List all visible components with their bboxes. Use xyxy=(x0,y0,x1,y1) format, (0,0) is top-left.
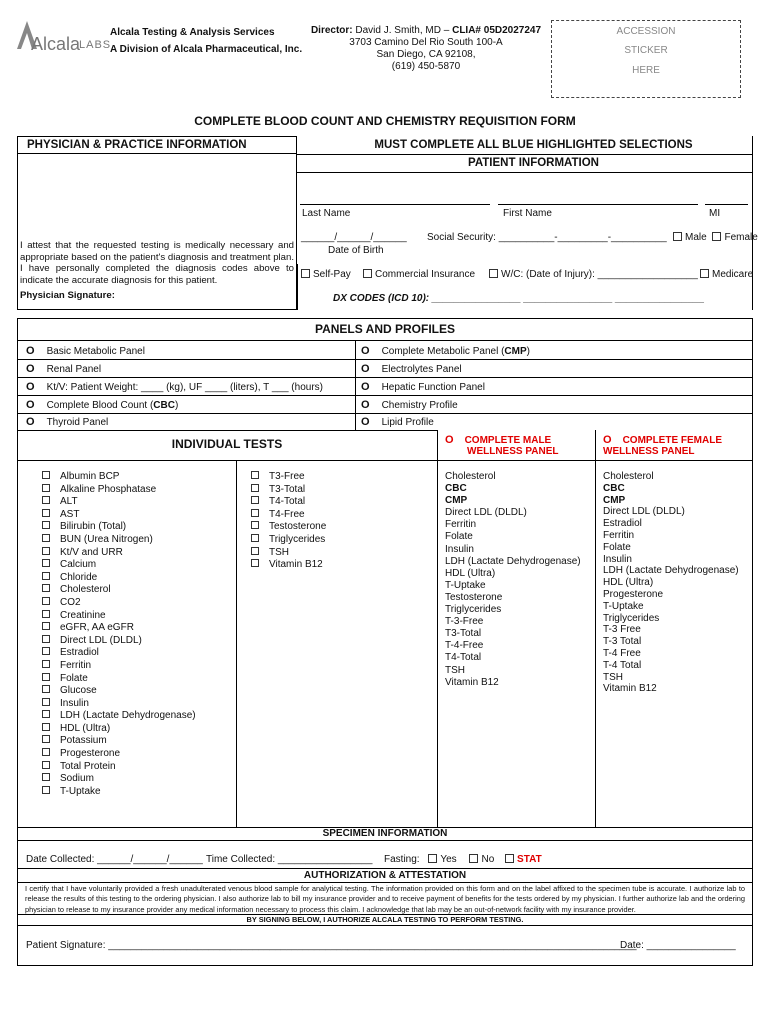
individual-tests-heading: INDIVIDUAL TESTS xyxy=(171,437,283,451)
panel-label: Renal Panel xyxy=(46,364,102,375)
list-item xyxy=(603,542,739,554)
checkbox-icon[interactable] xyxy=(42,547,50,555)
list-item xyxy=(603,518,739,530)
item-label: eGFR, AA eGFR xyxy=(60,622,134,634)
checkbox-icon[interactable] xyxy=(251,559,259,567)
test-checkbox-item[interactable] xyxy=(42,584,196,597)
male-wellness-list xyxy=(445,471,581,689)
item-label: Direct LDL (DLDL) xyxy=(445,507,527,519)
checkbox-icon[interactable] xyxy=(42,509,50,517)
mi-input[interactable] xyxy=(705,204,748,205)
patient-date-field[interactable]: Date: ________________ xyxy=(620,940,736,951)
item-label: T3-Total xyxy=(445,628,482,640)
test-checkbox-item[interactable] xyxy=(251,534,326,547)
accession-line-3: HERE xyxy=(632,65,660,76)
test-checkbox-item[interactable] xyxy=(42,572,196,585)
panel-label: Chemistry Profile xyxy=(381,400,458,411)
patient-info-heading: PATIENT INFORMATION xyxy=(468,157,599,169)
physician-info-field[interactable] xyxy=(18,154,296,236)
logo-text: Alcala xyxy=(31,34,81,54)
list-item xyxy=(445,580,581,592)
item-label: Creatinine xyxy=(60,609,106,621)
item-label: Albumin BCP xyxy=(60,471,120,482)
checkbox-icon[interactable] xyxy=(251,534,259,542)
list-item xyxy=(445,616,581,628)
accession-line-1: ACCESSION xyxy=(616,26,676,37)
first-name-label: First Name xyxy=(503,208,552,219)
item-label: Ferritin xyxy=(603,529,635,541)
test-checkbox-item[interactable] xyxy=(42,496,196,509)
item-label: CMP xyxy=(603,494,626,506)
last-name-input[interactable] xyxy=(300,204,490,205)
item-label: Kt/V and URR xyxy=(60,546,123,558)
radio-circle-icon: O xyxy=(361,416,370,428)
panel-hepatic[interactable] xyxy=(361,381,485,394)
workers-comp-label: W/C: (Date of Injury): __________________ xyxy=(501,269,698,280)
item-label: Triglycerides xyxy=(603,612,660,624)
logo-labs-text: LABS xyxy=(79,39,112,51)
test-checkbox-item[interactable] xyxy=(42,597,196,610)
checkbox-icon[interactable] xyxy=(42,660,50,668)
list-item xyxy=(603,601,739,613)
list-item xyxy=(603,577,739,589)
radio-circle-icon: O xyxy=(26,345,35,357)
item-label: Sodium xyxy=(60,773,94,785)
item-label: Folate xyxy=(445,531,473,543)
checkbox-icon[interactable] xyxy=(42,635,50,643)
checkbox-icon[interactable] xyxy=(42,521,50,529)
last-name-label: Last Name xyxy=(302,208,351,219)
cbc-abbrev: CBC xyxy=(153,400,175,411)
mi-label: MI xyxy=(709,208,721,219)
item-label: Bilirubin (Total) xyxy=(60,521,127,533)
item-label: Potassium xyxy=(60,735,107,747)
company-name: Alcala Testing & Analysis Services xyxy=(110,27,275,38)
director-name: David J. Smith, MD – xyxy=(352,25,453,36)
radio-circle-icon: O xyxy=(361,399,370,411)
test-checkbox-item[interactable] xyxy=(251,547,326,560)
panel-cbc[interactable]: O Complete Blood Count (CBC) xyxy=(26,399,179,411)
item-label: T3-Total xyxy=(269,483,306,495)
individual-tests-column-1 xyxy=(42,471,196,798)
cmp-abbrev: CMP xyxy=(504,346,527,357)
item-label: Vitamin B12 xyxy=(269,559,323,571)
item-label: Vitamin B12 xyxy=(445,676,499,688)
male-wellness-title-2: WELLNESS PANEL xyxy=(467,446,559,457)
list-item xyxy=(603,554,739,566)
item-label: Progesterone xyxy=(60,748,121,760)
test-checkbox-item[interactable] xyxy=(42,622,196,635)
physician-heading: PHYSICIAN & PRACTICE INFORMATION xyxy=(27,139,247,151)
panel-basic-metabolic[interactable] xyxy=(26,345,145,358)
list-item xyxy=(603,471,739,483)
item-label: Cholesterol xyxy=(603,471,654,482)
test-checkbox-item[interactable] xyxy=(42,484,196,497)
test-checkbox-item[interactable] xyxy=(251,509,326,522)
workers-comp-checkbox[interactable] xyxy=(489,269,498,278)
checkbox-icon[interactable] xyxy=(42,723,50,731)
test-checkbox-item[interactable] xyxy=(42,761,196,774)
panel-lipid[interactable] xyxy=(361,416,434,429)
item-label: LDH (Lactate Dehydrogenase) xyxy=(445,555,581,567)
item-label: Alkaline Phosphatase xyxy=(60,483,157,495)
panel-label: Electrolytes Panel xyxy=(381,364,462,375)
list-item xyxy=(445,604,581,616)
radio-circle-icon: O xyxy=(361,345,370,357)
item-label: T-Uptake xyxy=(445,579,486,591)
item-label: T4-Total xyxy=(269,496,306,508)
item-label: T-Uptake xyxy=(603,600,644,612)
self-pay-label: Self-Pay xyxy=(313,269,351,280)
item-label: CO2 xyxy=(60,596,81,608)
list-item xyxy=(445,507,581,519)
list-item xyxy=(603,506,739,518)
test-checkbox-item[interactable] xyxy=(251,496,326,509)
test-checkbox-item[interactable] xyxy=(42,509,196,522)
item-label: Insulin xyxy=(603,553,632,565)
checkbox-icon[interactable] xyxy=(42,685,50,693)
fasting-no-checkbox[interactable] xyxy=(469,854,478,863)
test-checkbox-item[interactable] xyxy=(42,723,196,736)
checkbox-icon[interactable] xyxy=(42,698,50,706)
radio-circle-icon: O xyxy=(26,381,35,393)
fasting-yes-label: Yes xyxy=(440,854,457,865)
checkbox-icon[interactable] xyxy=(42,534,50,542)
checkbox-icon[interactable] xyxy=(42,735,50,743)
panel-ktv[interactable] xyxy=(26,381,323,394)
specimen-heading: SPECIMEN INFORMATION xyxy=(322,828,448,839)
checkbox-icon[interactable] xyxy=(251,509,259,517)
item-label: Testosterone xyxy=(269,521,327,533)
test-checkbox-item[interactable] xyxy=(42,735,196,748)
checkbox-icon[interactable] xyxy=(251,496,259,504)
panels-heading: PANELS AND PROFILES xyxy=(314,322,455,336)
checkbox-icon[interactable] xyxy=(42,572,50,580)
item-label: HDL (Ultra) xyxy=(603,577,654,589)
fasting-no-label: No xyxy=(481,854,495,865)
checkbox-icon[interactable] xyxy=(42,622,50,630)
test-checkbox-item[interactable] xyxy=(42,673,196,686)
female-wellness-title-2: WELLNESS PANEL xyxy=(603,446,695,457)
panel-label: Hepatic Function Panel xyxy=(381,382,485,393)
panel-label: Kt/V: Patient Weight: ____ (kg), UF ____ (liters), T ___ (hours) xyxy=(46,382,323,393)
test-checkbox-item[interactable] xyxy=(42,647,196,660)
female-wellness-title-1: COMPLETE FEMALE xyxy=(622,435,723,446)
test-checkbox-item[interactable] xyxy=(42,698,196,711)
item-label: T-3 Total xyxy=(603,636,642,648)
item-label: T4-Total xyxy=(445,652,482,664)
checkbox-icon[interactable] xyxy=(42,496,50,504)
director-label: Director: xyxy=(310,25,353,36)
item-label: Triglycerides xyxy=(269,533,326,545)
panel-electrolytes[interactable] xyxy=(361,363,462,376)
panel-label: Complete Blood Count ( xyxy=(46,400,154,411)
checkbox-icon[interactable] xyxy=(42,559,50,567)
checkbox-icon[interactable] xyxy=(42,748,50,756)
female-wellness-list xyxy=(603,471,739,695)
item-label: ALT xyxy=(60,496,78,508)
checkbox-icon[interactable] xyxy=(42,584,50,592)
list-item xyxy=(603,613,739,625)
test-checkbox-item[interactable] xyxy=(42,471,196,484)
list-item xyxy=(445,592,581,604)
item-label: Ferritin xyxy=(60,659,92,671)
panel-renal[interactable] xyxy=(26,363,101,376)
by-signing-note: BY SIGNING BELOW, I AUTHORIZE ALCALA TESTING TO PERFORM TESTING. xyxy=(246,915,524,924)
date-collected-field[interactable]: Date Collected: ______/______/______ xyxy=(26,854,203,865)
patient-signature-field[interactable]: Patient Signature: _______________________________________________________________________________________________ xyxy=(26,940,637,951)
list-item xyxy=(603,636,739,648)
test-checkbox-item[interactable] xyxy=(42,521,196,534)
checkbox-icon[interactable] xyxy=(42,471,50,479)
item-label: LDH (Lactate Dehydrogenase) xyxy=(60,710,196,722)
panel-label: Lipid Profile xyxy=(381,417,434,428)
item-label: T-4 Free xyxy=(603,647,641,659)
checkbox-icon[interactable] xyxy=(42,710,50,718)
list-item xyxy=(603,589,739,601)
fasting-options xyxy=(384,854,542,866)
checkbox-icon[interactable] xyxy=(42,610,50,618)
male-checkbox[interactable] xyxy=(673,232,682,241)
checkbox-icon[interactable] xyxy=(251,484,259,492)
ssn-input[interactable]: Social Security: __________-_________-__________ xyxy=(427,232,667,243)
first-name-input[interactable] xyxy=(498,204,698,205)
fasting-yes-checkbox[interactable] xyxy=(428,854,437,863)
test-checkbox-item[interactable] xyxy=(42,660,196,673)
item-label: Ferritin xyxy=(445,519,477,531)
item-label: Calcium xyxy=(60,559,97,571)
checkbox-icon[interactable] xyxy=(251,547,259,555)
test-checkbox-item[interactable] xyxy=(251,484,326,497)
list-item xyxy=(603,672,739,684)
radio-circle-icon: O xyxy=(603,434,612,446)
list-item xyxy=(445,652,581,664)
test-checkbox-item[interactable] xyxy=(42,610,196,623)
radio-circle-icon: O xyxy=(26,363,35,375)
item-label: Folate xyxy=(60,672,88,684)
list-item xyxy=(445,568,581,580)
test-checkbox-item[interactable] xyxy=(42,559,196,572)
list-item xyxy=(445,628,581,640)
list-item xyxy=(603,565,739,577)
list-item xyxy=(445,531,581,543)
male-wellness-title-1: COMPLETE MALE xyxy=(464,435,552,446)
panel-label: Basic Metabolic Panel xyxy=(46,346,145,357)
list-item xyxy=(445,519,581,531)
radio-circle-icon: O xyxy=(26,399,35,411)
time-collected-field[interactable]: Time Collected: _________________ xyxy=(206,854,373,865)
radio-circle-icon: O xyxy=(361,381,370,393)
list-item xyxy=(603,483,739,495)
item-label: Direct LDL (DLDL) xyxy=(60,634,142,646)
radio-circle-icon: O xyxy=(445,434,454,446)
item-label: TSH xyxy=(445,664,465,676)
medicare-checkbox[interactable] xyxy=(700,269,709,278)
list-item xyxy=(445,677,581,689)
address-line-2: San Diego, CA 92108, xyxy=(376,49,476,60)
test-checkbox-item[interactable] xyxy=(42,748,196,761)
commercial-insurance-label: Commercial Insurance xyxy=(375,269,476,280)
item-label: T-Uptake xyxy=(60,785,101,797)
checkbox-icon[interactable] xyxy=(42,484,50,492)
radio-circle-icon: O xyxy=(361,363,370,375)
phone: (619) 450-5870 xyxy=(391,61,461,72)
accession-line-2: STICKER xyxy=(624,45,668,56)
alcala-logo xyxy=(17,21,112,55)
test-checkbox-item[interactable] xyxy=(42,547,196,560)
authorization-heading: AUTHORIZATION & ATTESTATION xyxy=(303,870,467,881)
checkbox-icon[interactable] xyxy=(42,773,50,781)
radio-circle-icon: O xyxy=(26,416,35,428)
test-checkbox-item[interactable] xyxy=(42,534,196,547)
item-label: Testosterone xyxy=(445,591,503,603)
list-item xyxy=(445,556,581,568)
director-line xyxy=(300,25,552,37)
item-label: Progesterone xyxy=(603,588,664,600)
list-item xyxy=(445,495,581,507)
item-label: CMP xyxy=(445,495,468,507)
checkbox-icon[interactable] xyxy=(42,673,50,681)
self-pay-checkbox[interactable] xyxy=(301,269,310,278)
item-label: Estradiol xyxy=(603,518,642,530)
item-label: Total Protein xyxy=(60,760,116,772)
test-checkbox-item[interactable] xyxy=(42,773,196,786)
individual-tests-column-2 xyxy=(251,471,326,572)
dob-label: Date of Birth xyxy=(328,245,384,256)
panel-label: Thyroid Panel xyxy=(46,417,109,428)
checkbox-icon[interactable] xyxy=(42,786,50,794)
item-label: T-4 Total xyxy=(603,659,642,671)
physician-signature-label: Physician Signature: xyxy=(20,290,115,301)
item-label: Insulin xyxy=(60,697,89,709)
male-label: Male xyxy=(685,232,707,243)
medicare-label: Medicare xyxy=(712,269,754,280)
item-label: AST xyxy=(60,508,80,520)
item-label: Estradiol xyxy=(60,647,99,659)
item-label: HDL (Ultra) xyxy=(60,722,111,734)
accession-sticker-box xyxy=(551,20,741,98)
dx-codes-field[interactable]: DX CODES (ICD 10): ________________ ________________ ________________ xyxy=(333,293,705,304)
checkbox-icon[interactable] xyxy=(42,647,50,655)
list-item xyxy=(445,544,581,556)
list-item xyxy=(603,530,739,542)
item-label: Triglycerides xyxy=(445,604,502,616)
stat-label: STAT xyxy=(517,854,542,865)
item-label: T-4-Free xyxy=(445,640,484,652)
division-name: A Division of Alcala Pharmaceutical, Inc. xyxy=(110,44,303,55)
must-complete-note: MUST COMPLETE ALL BLUE HIGHLIGHTED SELECTIONS xyxy=(374,139,693,151)
item-label: LDH (Lactate Dehydrogenase) xyxy=(603,565,739,577)
item-label: CBC xyxy=(603,482,625,494)
item-label: Glucose xyxy=(60,685,97,697)
item-label: T4-Free xyxy=(269,508,305,520)
item-label: Folate xyxy=(603,541,631,553)
list-item xyxy=(603,648,739,660)
item-label: Chloride xyxy=(60,571,98,583)
item-label: TSH xyxy=(603,671,623,683)
panel-chemistry[interactable] xyxy=(361,399,458,412)
item-label: T3-Free xyxy=(269,471,305,482)
test-checkbox-item[interactable] xyxy=(42,710,196,723)
stat-checkbox[interactable] xyxy=(505,854,514,863)
list-item xyxy=(445,471,581,483)
item-label: HDL (Ultra) xyxy=(445,567,496,579)
female-label: Female xyxy=(724,232,758,243)
list-item xyxy=(445,640,581,652)
form-title: COMPLETE BLOOD COUNT AND CHEMISTRY REQUISITION FORM xyxy=(194,114,576,128)
checkbox-icon[interactable] xyxy=(251,521,259,529)
item-label: Cholesterol xyxy=(445,471,496,482)
dob-input[interactable]: ______/______/______ xyxy=(301,232,407,243)
item-label: T-3 Free xyxy=(603,624,641,636)
test-checkbox-item[interactable] xyxy=(251,521,326,534)
panel-thyroid[interactable] xyxy=(26,416,108,429)
list-item xyxy=(603,495,739,507)
female-checkbox[interactable] xyxy=(712,232,721,241)
list-item xyxy=(603,683,739,695)
item-label: T-3-Free xyxy=(445,616,484,628)
item-label: TSH xyxy=(269,546,289,558)
checkbox-icon[interactable] xyxy=(42,597,50,605)
fasting-label: Fasting: xyxy=(384,854,420,865)
sex-options xyxy=(673,232,758,244)
test-checkbox-item[interactable] xyxy=(42,635,196,648)
panel-label: Complete Metabolic Panel ( xyxy=(381,346,505,357)
physician-attestation: I attest that the requested testing is medically necessary and appropriate based on the patient's diagnosis and treatment plan. I have personally completed the diagnosis codes above to indicate the accurate diagnosis for this patient. xyxy=(20,240,294,286)
address-line-1: 3703 Camino Del Rio South 100-A xyxy=(349,37,503,48)
commercial-insurance-checkbox[interactable] xyxy=(363,269,372,278)
item-label: Insulin xyxy=(445,543,474,555)
item-label: Cholesterol xyxy=(60,584,111,596)
list-item xyxy=(445,665,581,677)
authorization-text: I certify that I have voluntarily provided a fresh unadulterated venous blood sample for analytical testing. The information provided on this form and on the label affixed to the specimen tube is accurate. I authorize lab to release the results of this testing to the ordering physician. I also authorize lab to bill my insurance provider and to receive payment of benefits for the tests ordered by my physician. I further authorize lab and the ordering physician to release to my insurance provider any medical information necessary to process this claim. I acknowledge that lab may be an out-of-network facility with my insurance provider. xyxy=(25,884,745,914)
checkbox-icon[interactable] xyxy=(251,471,259,479)
item-label: CBC xyxy=(445,483,467,495)
list-item xyxy=(445,483,581,495)
test-checkbox-item[interactable] xyxy=(251,471,326,484)
test-checkbox-item[interactable] xyxy=(251,559,326,572)
checkbox-icon[interactable] xyxy=(42,761,50,769)
list-item xyxy=(603,624,739,636)
item-label: Vitamin B12 xyxy=(603,683,657,695)
item-label: BUN (Urea Nitrogen) xyxy=(60,533,153,545)
test-checkbox-item[interactable] xyxy=(42,786,196,799)
item-label: Direct LDL (DLDL) xyxy=(603,506,685,518)
clia-number: CLIA# 05D2027247 xyxy=(452,25,542,36)
panel-complete-metabolic[interactable]: O Complete Metabolic Panel (CMP) xyxy=(361,345,530,357)
test-checkbox-item[interactable] xyxy=(42,685,196,698)
list-item xyxy=(603,660,739,672)
